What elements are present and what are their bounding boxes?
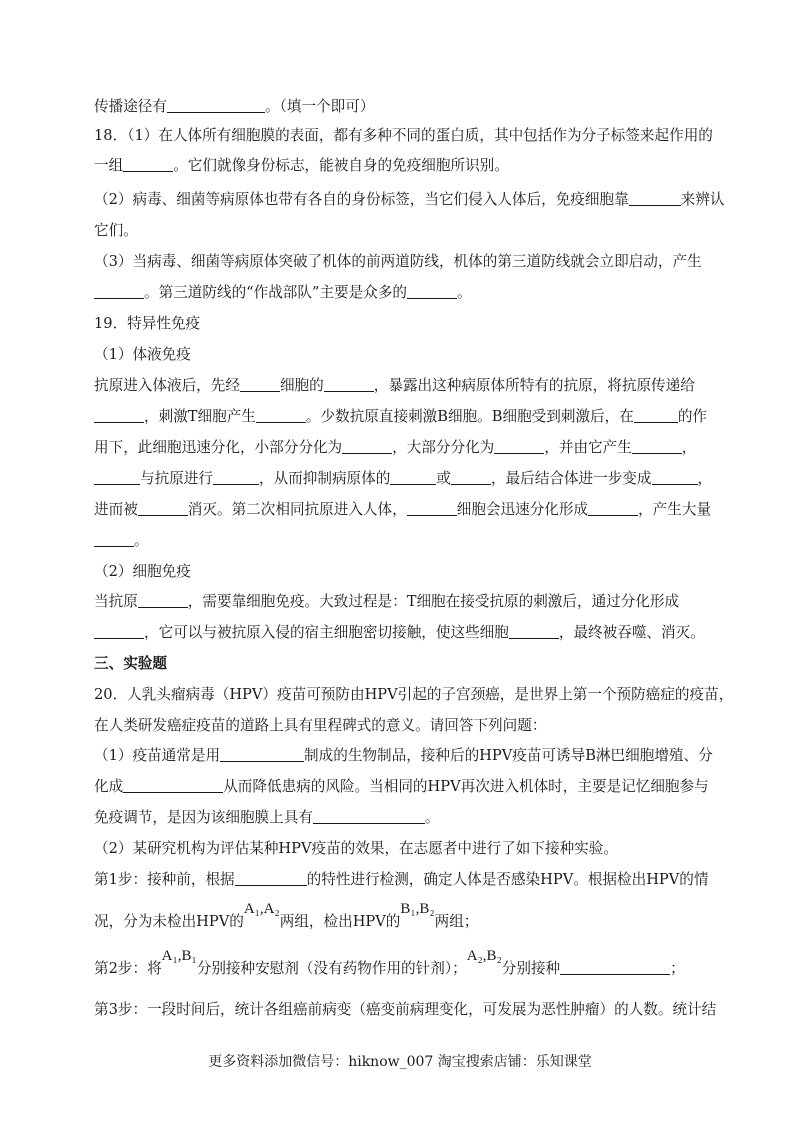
text-line: 第3步：一段时间后，统计各组癌前病变（癌变前病理变化，可发展为恶性肿瘤）的人数。统计结 (94, 1001, 717, 1018)
blank (588, 500, 638, 516)
text-line: 第2步：将A₁,B₁分别接种安慰剂（没有药物作用的针剂）；A₂,B₂分别接种 ； (94, 948, 685, 977)
text-line: （2）病毒、细菌等病原体也带有各自的身份标签，当它们侵入人体后，免疫细胞靠 来辨认 (94, 191, 725, 208)
blank (220, 746, 304, 762)
symbol-a1b1: A₁,B₁ (161, 948, 197, 964)
text-line: ，它可以与被抗原入侵的宿主细胞密切接触，使这些细胞 ，最终被吞噬、消灭。 (94, 623, 714, 643)
text-line: 。 (94, 531, 714, 551)
text-line: ，刺激T细胞产生 。少数抗原直接刺激B细胞。B细胞受到刺激后，在 的作 (94, 407, 714, 427)
text-line: 在人类研发癌症疫苗的道路上具有里程碑式的意义。请回答下列问题： (94, 717, 547, 734)
question-20-line: 20．人乳头瘤病毒（HPV）疫苗可预防由HPV引起的子宫颈癌，是世界上第一个预防癌症的疫苗， (94, 686, 734, 703)
blank (256, 407, 306, 423)
blank (213, 469, 259, 485)
blank (407, 283, 457, 299)
symbol-b1b2: B₁,B₂ (400, 901, 435, 917)
blank (451, 469, 491, 485)
blank (407, 500, 457, 516)
page-footer: 更多资料添加微信号：hiknow_007 淘宝搜索店铺：乐知课堂 (208, 1054, 592, 1070)
symbol-a1a2: A₁,A₂ (243, 901, 280, 917)
blank (94, 531, 134, 547)
text-line: （3）当病毒、细菌等病原体突破了机体的前两道防线，机体的第三道防线就会立即启动，产生 (94, 253, 702, 270)
blank (94, 469, 140, 485)
text-line: （2）某研究机构为评估某种HPV疫苗的效果，在志愿者中进行了如下接种实验。 (94, 840, 618, 857)
text-line: 与抗原进行 ，从而抑制病原体的 或 ，最后结合体进一步变成 ， (94, 469, 714, 489)
blank (509, 623, 559, 639)
blank (123, 777, 223, 793)
blank (342, 438, 392, 454)
subheading: （2）细胞免疫 (94, 563, 191, 580)
blank (313, 808, 425, 824)
blank (324, 376, 374, 392)
blank (560, 959, 670, 975)
blank (240, 376, 280, 392)
section-heading: 三、实验题 (94, 655, 167, 672)
text-line: 一组 。它们就像身份标志，能被自身的免疫细胞所识别。 (94, 157, 509, 174)
blank (138, 500, 188, 516)
question-19-line: 19．特异性免疫 (94, 315, 201, 332)
symbol-a2b2: A₂,B₂ (466, 948, 502, 964)
blank (94, 407, 144, 423)
text-line: 用下，此细胞迅速分化，小部分分化为 ，大部分分化为 ，并由它产生 ， (94, 439, 697, 456)
blank (94, 623, 144, 639)
text-line: 进而被 消灭。第二次相同抗原进入人体， 细胞会迅速分化形成 ，产生大量 (94, 501, 712, 518)
blank (652, 469, 698, 485)
blank (167, 97, 265, 113)
text-line: （1）疫苗通常是用 制成的生物制品，接种后的HPV疫苗可诱导B淋巴细胞增殖、分 (94, 747, 713, 764)
text-line: 况，分为未检出HPV的A₁,A₂两组，检出HPV的B₁,B₂两组； (94, 901, 479, 930)
question-18-line: 18．（1）在人体所有细胞膜的表面，都有多种不同的蛋白质，其中包括作为分子标签来起作用的 (94, 127, 713, 144)
text-line: 抗原进入体液后，先经 细胞的 ，暴露出这种病原体所特有的抗原，将抗原传递给 (94, 377, 695, 394)
blank (629, 190, 681, 206)
blank (123, 156, 173, 172)
text-line: 它们。 (94, 222, 138, 239)
text-line: 当抗原 ，需要靠细胞免疫。大致过程是：T细胞在接受抗原的刺激后，通过分化形成 (94, 593, 680, 610)
subheading: （1）体液免疫 (94, 346, 191, 363)
text-line: 化成 从而降低患病的风险。当相同的HPV再次进入机体时，主要是记忆细胞参与 (94, 778, 709, 795)
text-line: 第1步：接种前，根据 的特性进行检测，确定人体是否感染HPV。根据检出HPV的情 (94, 871, 709, 888)
blank (390, 469, 436, 485)
blank (94, 283, 144, 299)
blank (494, 438, 544, 454)
text-line: 。第三道防线的“作战部队”主要是众多的 。 (94, 283, 714, 303)
text-line: 传播途径有 。（填一个即可） (94, 98, 375, 115)
blank (632, 438, 682, 454)
text-line: 免疫调节，是因为该细胞膜上具有 。 (94, 809, 440, 826)
blank (634, 407, 678, 423)
blank (138, 592, 188, 608)
blank (235, 870, 307, 886)
